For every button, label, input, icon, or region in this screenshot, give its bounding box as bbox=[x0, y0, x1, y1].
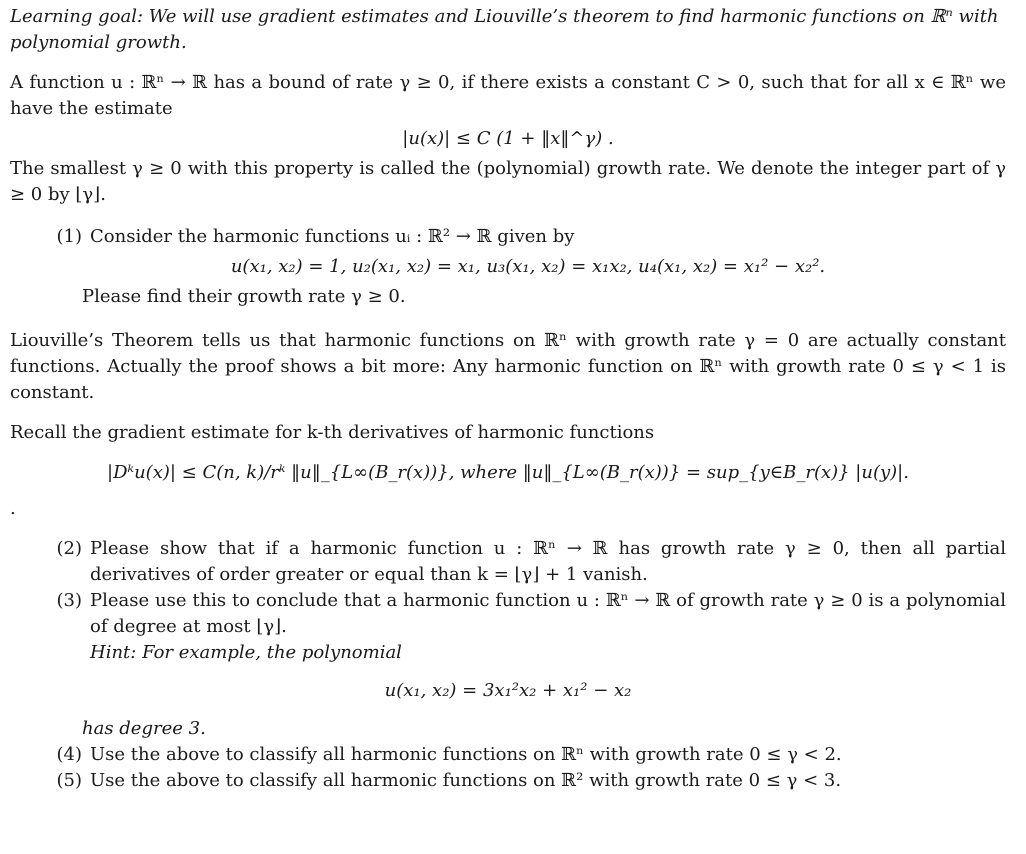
exercise-item-5 bbox=[10, 768, 1006, 794]
definition-paragraph: A function u : ℝⁿ → ℝ has a bound of rate γ ≥ 0, if there exists a constant C > 0, such that for all x ∈ ℝⁿ we have the estimate bbox=[10, 72, 1006, 119]
item-3-hint: Hint: For example, the polynomial bbox=[90, 642, 402, 663]
item-number: (2) bbox=[56, 538, 82, 559]
item-3-degree: has degree 3. bbox=[82, 718, 206, 739]
item-1-question: Please find their growth rate γ ≥ 0. bbox=[82, 286, 406, 307]
item-4-text: Use the above to classify all harmonic functions on ℝⁿ with growth rate 0 ≤ γ < 2. bbox=[90, 744, 842, 765]
stray-dot: . bbox=[10, 498, 16, 519]
item-3-text: Please use this to conclude that a harmonic function u : ℝⁿ → ℝ of growth rate γ ≥ 0 is a polynomial of degree at most ⌊γ⌋. bbox=[90, 590, 1006, 637]
gradient-estimate-formula: |Dᵏu(x)| ≤ C(n, k)/rᵏ ‖u‖_{L∞(B_r(x))}, where ‖u‖_{L∞(B_r(x))} = sup_{y∈B_r(x)} |u(y)|. bbox=[107, 462, 909, 483]
item-2-text: Please show that if a harmonic function u : ℝⁿ → ℝ has growth rate γ ≥ 0, then all partial derivatives of order greater or equal than k = ⌊γ⌋ + 1 vanish. bbox=[90, 538, 1006, 585]
exercise-item-3 bbox=[10, 588, 1006, 666]
liouville-paragraph: Liouville’s Theorem tells us that harmonic functions on ℝⁿ with growth rate γ = 0 are actually constant functions. Actually the proof shows a bit more: Any harmonic function on ℝⁿ with growth rate 0 ≤ γ < 1 is constant. bbox=[10, 330, 1006, 403]
item-5-text: Use the above to classify all harmonic functions on ℝ² with growth rate 0 ≤ γ < 3. bbox=[90, 770, 842, 791]
bound-formula: |u(x)| ≤ C (1 + ‖x‖^γ) . bbox=[402, 128, 614, 149]
document-page bbox=[10, 4, 1006, 794]
exercise-item-2 bbox=[10, 536, 1006, 588]
item-3-formula: u(x₁, x₂) = 3x₁²x₂ + x₁² − x₂ bbox=[384, 680, 632, 701]
recall-paragraph: Recall the gradient estimate for k-th derivatives of harmonic functions bbox=[10, 422, 655, 443]
item-1-formula: u(x₁, x₂) = 1, u₂(x₁, x₂) = x₁, u₃(x₁, x₂) = x₁x₂, u₄(x₁, x₂) = x₁² − x₂². bbox=[230, 256, 826, 277]
learning-goal: Learning goal: We will use gradient estimates and Liouville’s theorem to find harmonic functions on ℝⁿ with polynomial growth. bbox=[10, 6, 999, 53]
item-number: (3) bbox=[56, 590, 82, 611]
exercise-item-4 bbox=[10, 742, 1006, 768]
item-number: (4) bbox=[56, 744, 82, 765]
growth-rate-paragraph: The smallest γ ≥ 0 with this property is called the (polynomial) growth rate. We denote the integer part of γ ≥ 0 by ⌊γ⌋. bbox=[10, 158, 1006, 205]
exercise-item-1 bbox=[10, 224, 1006, 250]
item-number: (1) bbox=[56, 226, 82, 247]
item-number: (5) bbox=[56, 770, 82, 791]
item-1-text: Consider the harmonic functions uᵢ : ℝ² → ℝ given by bbox=[90, 226, 575, 247]
